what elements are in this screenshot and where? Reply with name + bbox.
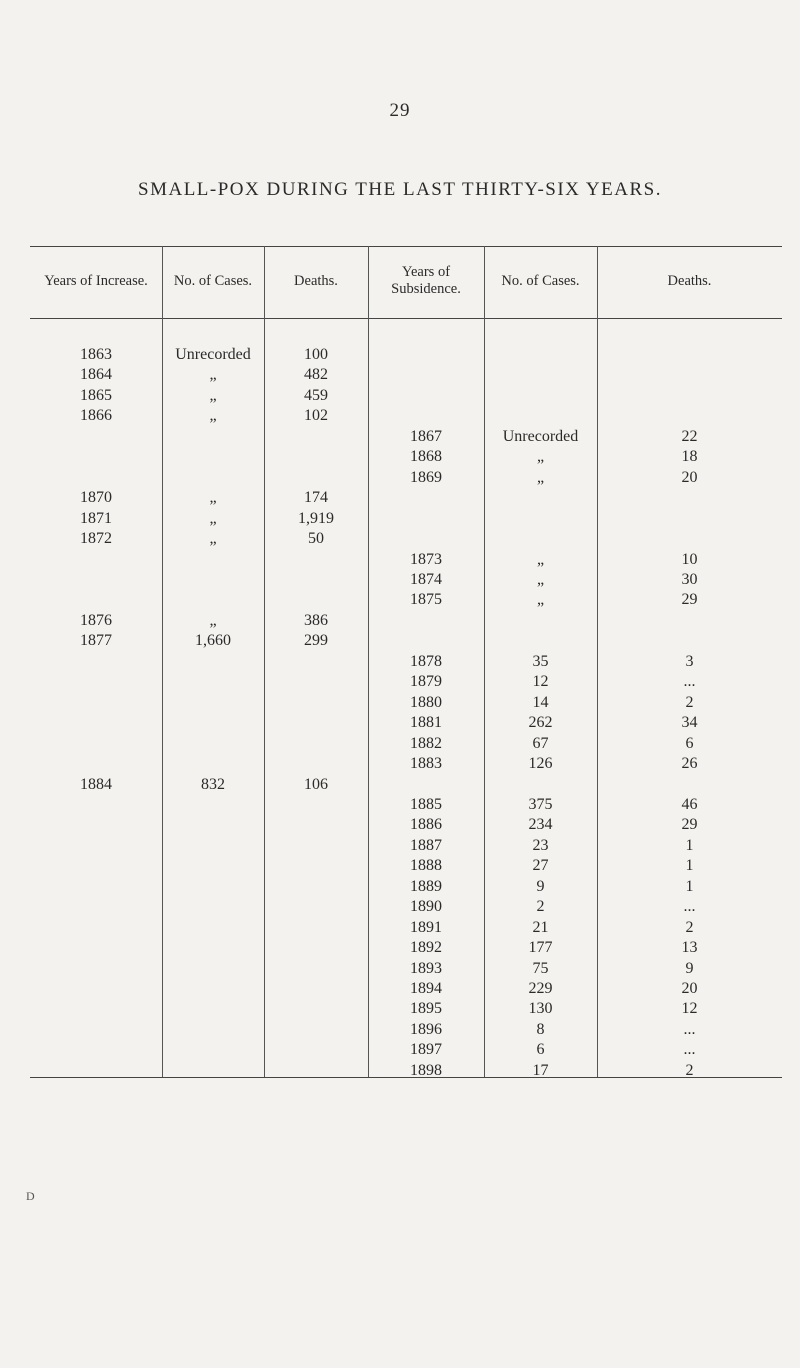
subsidence-deaths-cell: 2 xyxy=(685,693,694,711)
subsidence-deaths-cell: 29 xyxy=(681,816,698,834)
subsidence-cases-cell: „ xyxy=(536,468,545,486)
subsidence-year-cell: 1897 xyxy=(410,1041,442,1059)
subsidence-deaths-cell: 20 xyxy=(681,979,698,997)
subsidence-year-cell: 1869 xyxy=(410,468,442,486)
header-bottom-rule xyxy=(30,318,782,319)
subsidence-cases-cell: 12 xyxy=(532,673,549,691)
increase-cases-cell: Unrecorded xyxy=(175,346,251,363)
subsidence-deaths-cell: 30 xyxy=(681,571,698,588)
subsidence-cases-cell: 130 xyxy=(528,1000,553,1018)
subsidence-cases-cell: Unrecorded xyxy=(502,427,579,445)
subsidence-deaths-cell: ... xyxy=(683,1041,696,1059)
increase-cases-cell: „ xyxy=(209,530,217,547)
subsidence-year-cell: 1867 xyxy=(410,427,442,445)
header-years-increase: Years of Increase. xyxy=(44,272,148,289)
increase-year-cell: 1870 xyxy=(80,489,112,507)
subsidence-deaths-cell: 6 xyxy=(685,734,694,752)
subsidence-cases-cell: 375 xyxy=(528,795,553,813)
subsidence-cases-cell: 9 xyxy=(536,877,545,895)
subsidence-cases-cell: 75 xyxy=(532,959,549,977)
subsidence-year-cell: 1896 xyxy=(410,1020,442,1038)
subsidence-deaths-cell: 9 xyxy=(685,959,694,977)
header-deaths-subsidence: Deaths. xyxy=(667,272,712,289)
subsidence-deaths-cell: 18 xyxy=(681,448,698,466)
header-deaths-increase: Deaths. xyxy=(294,272,338,289)
increase-deaths-cell: 482 xyxy=(304,366,328,384)
subsidence-deaths-cell: 13 xyxy=(681,939,698,956)
subsidence-cases-cell: „ xyxy=(536,571,545,588)
subsidence-year-cell: 1875 xyxy=(410,591,442,609)
subsidence-deaths-cell: 29 xyxy=(681,591,698,609)
subsidence-deaths-cell: 20 xyxy=(681,468,698,486)
subsidence-deaths-cell: 1 xyxy=(685,877,694,895)
subsidence-cases-cell: 14 xyxy=(532,693,549,711)
subsidence-cases-cell: 229 xyxy=(528,979,553,997)
subsidence-year-cell: 1882 xyxy=(410,734,442,752)
increase-deaths-cell: 102 xyxy=(304,407,328,425)
subsidence-cases-cell: „ xyxy=(536,448,545,466)
subsidence-cases-cell: 17 xyxy=(532,1061,549,1079)
subsidence-year-cell: 1883 xyxy=(410,755,442,772)
subsidence-year-cell: 1885 xyxy=(410,795,442,813)
subsidence-deaths-cell: ... xyxy=(683,1020,696,1038)
increase-year-cell: 1876 xyxy=(80,611,112,629)
increase-year-cell: 1866 xyxy=(80,407,112,425)
subsidence-cases-cell: 27 xyxy=(532,857,549,875)
subsidence-year-cell: 1887 xyxy=(410,836,442,854)
subsidence-deaths-cell: ... xyxy=(683,673,696,691)
increase-cases-cell: „ xyxy=(209,509,217,527)
increase-year-cell: 1872 xyxy=(80,530,112,547)
increase-cases-cell: „ xyxy=(209,407,217,425)
subsidence-year-cell: 1895 xyxy=(410,1000,442,1018)
subsidence-year-cell: 1894 xyxy=(410,979,442,997)
increase-deaths-cell: 100 xyxy=(304,346,328,363)
subsidence-cases-cell: 67 xyxy=(532,734,549,752)
increase-year-cell: 1863 xyxy=(80,346,112,363)
increase-cases-cell: „ xyxy=(209,386,217,404)
increase-deaths-cell: 50 xyxy=(308,530,324,547)
subsidence-cases-cell: 234 xyxy=(528,816,553,834)
increase-year-cell: 1884 xyxy=(80,775,112,793)
subsidence-deaths-cell: 2 xyxy=(685,918,694,936)
subsidence-deaths-cell: 34 xyxy=(681,714,698,732)
increase-deaths-cell: 106 xyxy=(304,775,328,793)
subsidence-year-cell: 1879 xyxy=(410,673,442,691)
increase-deaths-cell: 299 xyxy=(304,632,328,650)
subsidence-deaths-cell: 1 xyxy=(685,836,694,854)
increase-year-cell: 1871 xyxy=(80,509,112,527)
subsidence-year-cell: 1886 xyxy=(410,816,442,834)
increase-deaths-cell: 386 xyxy=(304,611,328,629)
increase-year-cell: 1877 xyxy=(80,632,112,650)
footer-mark: D xyxy=(26,1189,35,1203)
increase-year-cell: 1865 xyxy=(80,386,112,404)
subsidence-cases-cell: 21 xyxy=(532,918,549,936)
increase-deaths-cell: 174 xyxy=(304,489,328,507)
header-cases-subsidence: No. of Cases. xyxy=(501,272,580,289)
table-top-rule xyxy=(30,246,782,247)
subsidence-deaths-cell: 2 xyxy=(685,1061,694,1079)
table-title: SMALL-POX DURING THE LAST THIRTY-SIX YEARS. xyxy=(138,179,662,200)
subsidence-year-cell: 1893 xyxy=(410,959,442,977)
increase-cases-cell: 1,660 xyxy=(195,632,231,650)
subsidence-year-cell: 1873 xyxy=(410,550,442,568)
increase-year-cell: 1864 xyxy=(80,366,112,384)
increase-cases-cell: 832 xyxy=(201,775,225,793)
subsidence-year-cell: 1889 xyxy=(410,877,442,895)
subsidence-year-cell: 1891 xyxy=(410,918,442,936)
subsidence-deaths-cell: 12 xyxy=(681,1000,698,1018)
subsidence-cases-cell: 8 xyxy=(536,1020,545,1038)
increase-cases-cell: „ xyxy=(209,366,217,384)
subsidence-deaths-cell: 26 xyxy=(681,755,698,772)
increase-deaths-cell: 459 xyxy=(304,386,328,404)
subsidence-year-cell: 1892 xyxy=(410,939,442,956)
subsidence-cases-cell: 6 xyxy=(536,1041,545,1059)
subsidence-cases-cell: 177 xyxy=(528,939,553,956)
subsidence-cases-cell: 23 xyxy=(532,836,549,854)
increase-deaths-cell: 1,919 xyxy=(298,509,334,527)
subsidence-cases-cell: 2 xyxy=(536,898,545,916)
subsidence-cases-cell: 262 xyxy=(528,714,553,732)
subsidence-deaths-cell: 3 xyxy=(685,652,694,670)
subsidence-year-cell: 1878 xyxy=(410,652,442,670)
subsidence-cases-cell: „ xyxy=(536,591,545,609)
subsidence-cases-cell: „ xyxy=(536,550,545,568)
subsidence-year-cell: 1874 xyxy=(410,571,442,588)
page-number: 29 xyxy=(389,100,411,121)
subsidence-deaths-cell: 22 xyxy=(681,427,698,445)
subsidence-cases-cell: 35 xyxy=(532,652,549,670)
subsidence-year-cell: 1898 xyxy=(410,1061,442,1079)
header-years-subsidence: Years of Subsidence. xyxy=(391,264,461,297)
subsidence-year-cell: 1890 xyxy=(410,898,442,916)
subsidence-year-cell: 1881 xyxy=(410,714,442,732)
increase-cases-cell: „ xyxy=(209,489,217,507)
subsidence-cases-cell: 126 xyxy=(528,755,553,772)
subsidence-deaths-cell: 10 xyxy=(681,550,698,568)
increase-cases-cell: „ xyxy=(209,611,217,629)
subsidence-year-cell: 1868 xyxy=(410,448,442,466)
subsidence-year-cell: 1880 xyxy=(410,693,442,711)
header-cases-increase: No. of Cases. xyxy=(173,272,253,289)
subsidence-deaths-cell: 1 xyxy=(685,857,694,875)
subsidence-deaths-cell: 46 xyxy=(681,795,698,813)
subsidence-year-cell: 1888 xyxy=(410,857,442,875)
subsidence-deaths-cell: ... xyxy=(683,898,696,916)
